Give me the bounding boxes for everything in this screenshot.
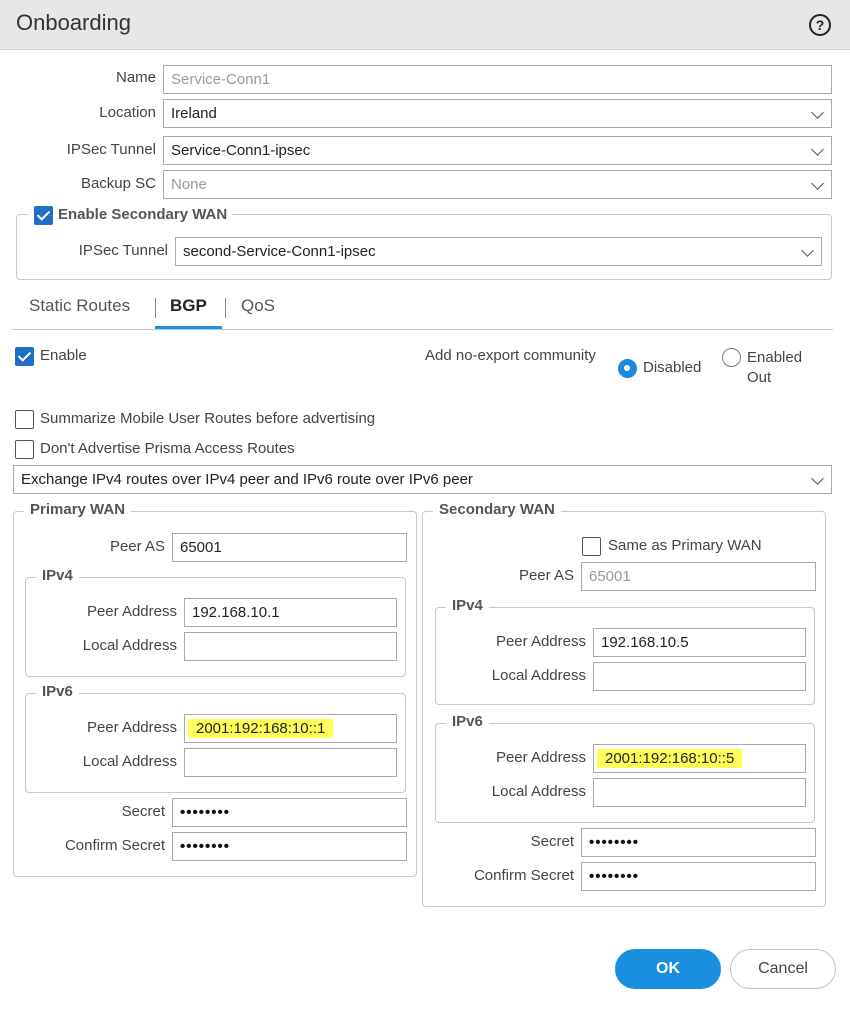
secondary-ipv4-local-label: Local Address <box>491 667 586 684</box>
secondary-ipv4-peer-value: 192.168.10.5 <box>601 634 689 651</box>
exchange-mode-select[interactable] <box>13 465 832 494</box>
location-label: Location <box>99 104 156 121</box>
secondary-ipv6-peer-input[interactable] <box>593 744 806 773</box>
primary-ipv6-peer-value: 2001:192:168:10::1 <box>188 719 333 738</box>
no-export-disabled-label: Disabled <box>643 359 702 376</box>
chevron-down-icon <box>811 177 824 190</box>
primary-wan-legend: Primary WAN <box>24 501 131 518</box>
secondary-peer-as-label: Peer AS <box>518 567 574 584</box>
secondary-secret-label: Secret <box>530 833 574 850</box>
secondary-ipv6-group <box>435 723 815 823</box>
chevron-down-icon <box>801 244 814 257</box>
primary-ipv6-group <box>25 693 406 793</box>
name-input[interactable] <box>163 65 832 94</box>
secondary-peer-as-input[interactable] <box>581 562 816 591</box>
secondary-ipv4-peer-input[interactable] <box>593 628 806 657</box>
secondary-secret-input[interactable] <box>581 828 816 857</box>
tab-static-routes[interactable]: Static Routes <box>29 296 131 315</box>
primary-ipv4-peer-value: 192.168.10.1 <box>192 604 280 621</box>
secondary-peer-as-value: 65001 <box>589 568 631 585</box>
secondary-ipv4-peer-label: Peer Address <box>495 633 586 650</box>
primary-ipv4-group <box>25 577 406 677</box>
tab-bgp[interactable]: BGP <box>170 296 207 315</box>
bgp-enable-checkbox[interactable] <box>15 347 34 366</box>
no-export-out-label: Out <box>747 369 772 386</box>
no-export-label: Add no-export community <box>425 347 596 364</box>
secondary-ipv4-local-input[interactable] <box>593 662 806 691</box>
primary-ipv6-legend: IPv6 <box>36 683 79 700</box>
cancel-button[interactable]: Cancel <box>730 949 836 989</box>
backup-sc-label: Backup SC <box>80 175 156 192</box>
help-icon[interactable]: ? <box>809 14 831 36</box>
dialog-titlebar <box>0 0 850 50</box>
chevron-down-icon <box>811 143 824 156</box>
secondary-confirm-secret-label: Confirm Secret <box>473 867 574 884</box>
summarize-routes-label: Summarize Mobile User Routes before advertising <box>40 410 376 427</box>
primary-peer-as-label: Peer AS <box>109 538 165 555</box>
primary-ipv4-peer-input[interactable] <box>184 598 397 627</box>
primary-peer-as-input[interactable] <box>172 533 407 562</box>
primary-ipv6-local-label: Local Address <box>82 753 177 770</box>
secondary-ipv6-local-input[interactable] <box>593 778 806 807</box>
ok-button[interactable]: OK <box>615 949 721 989</box>
summarize-routes-checkbox[interactable] <box>15 410 34 429</box>
primary-secret-value: •••••••• <box>180 804 231 821</box>
primary-ipv4-legend: IPv4 <box>36 567 79 584</box>
secondary-ipsec-tunnel-value: second-Service-Conn1-ipsec <box>183 243 376 260</box>
tabs-divider <box>12 329 833 330</box>
primary-secret-input[interactable] <box>172 798 407 827</box>
secondary-confirm-secret-input[interactable] <box>581 862 816 891</box>
dont-advertise-checkbox[interactable] <box>15 440 34 459</box>
ipsec-tunnel-label: IPSec Tunnel <box>66 141 156 158</box>
location-select[interactable] <box>163 99 832 128</box>
no-export-enabled-label: Enabled <box>747 349 803 366</box>
same-as-primary-checkbox[interactable] <box>582 537 601 556</box>
ipsec-tunnel-value: Service-Conn1-ipsec <box>171 142 311 159</box>
primary-ipv4-peer-label: Peer Address <box>86 603 177 620</box>
chevron-down-icon <box>811 106 824 119</box>
secondary-ipsec-tunnel-label: IPSec Tunnel <box>78 242 168 259</box>
secondary-ipsec-tunnel-select[interactable] <box>175 237 822 266</box>
no-export-disabled-radio[interactable] <box>618 359 637 378</box>
tab-separator <box>225 298 226 318</box>
primary-confirm-secret-label: Confirm Secret <box>64 837 165 854</box>
secondary-ipv4-legend: IPv4 <box>446 597 489 614</box>
secondary-ipv6-peer-label: Peer Address <box>495 749 586 766</box>
primary-ipv6-peer-label: Peer Address <box>86 719 177 736</box>
backup-sc-value: None <box>171 176 207 193</box>
bgp-enable-label: Enable <box>40 347 87 364</box>
enable-secondary-wan-label: Enable Secondary WAN <box>58 206 228 223</box>
primary-ipv4-local-label: Local Address <box>82 637 177 654</box>
tab-separator <box>155 298 156 318</box>
primary-ipv6-peer-input[interactable] <box>184 714 397 743</box>
exchange-mode-value: Exchange IPv4 routes over IPv4 peer and IPv6 route over IPv6 peer <box>21 471 473 488</box>
tab-qos[interactable]: QoS <box>241 296 276 315</box>
secondary-secret-value: •••••••• <box>589 834 640 851</box>
same-as-primary-label: Same as Primary WAN <box>608 537 762 554</box>
secondary-ipv6-peer-value: 2001:192:168:10::5 <box>597 749 742 768</box>
secondary-wan-legend: Secondary WAN <box>433 501 561 518</box>
name-label: Name <box>115 69 156 86</box>
secondary-ipv6-local-label: Local Address <box>491 783 586 800</box>
backup-sc-select[interactable] <box>163 170 832 199</box>
ipsec-tunnel-select[interactable] <box>163 136 832 165</box>
active-tab-indicator <box>155 326 222 329</box>
no-export-enabled-out-radio[interactable] <box>722 348 741 367</box>
secondary-confirm-secret-value: •••••••• <box>589 868 640 885</box>
location-value: Ireland <box>171 105 217 122</box>
name-value: Service-Conn1 <box>171 71 271 88</box>
primary-confirm-secret-value: •••••••• <box>180 838 231 855</box>
primary-secret-label: Secret <box>121 803 165 820</box>
dialog-title: Onboarding <box>16 10 131 35</box>
enable-secondary-wan-checkbox[interactable] <box>34 206 53 225</box>
dont-advertise-label: Don't Advertise Prisma Access Routes <box>40 440 295 457</box>
primary-peer-as-value: 65001 <box>180 539 222 556</box>
chevron-down-icon <box>811 472 824 485</box>
secondary-ipv6-legend: IPv6 <box>446 713 489 730</box>
